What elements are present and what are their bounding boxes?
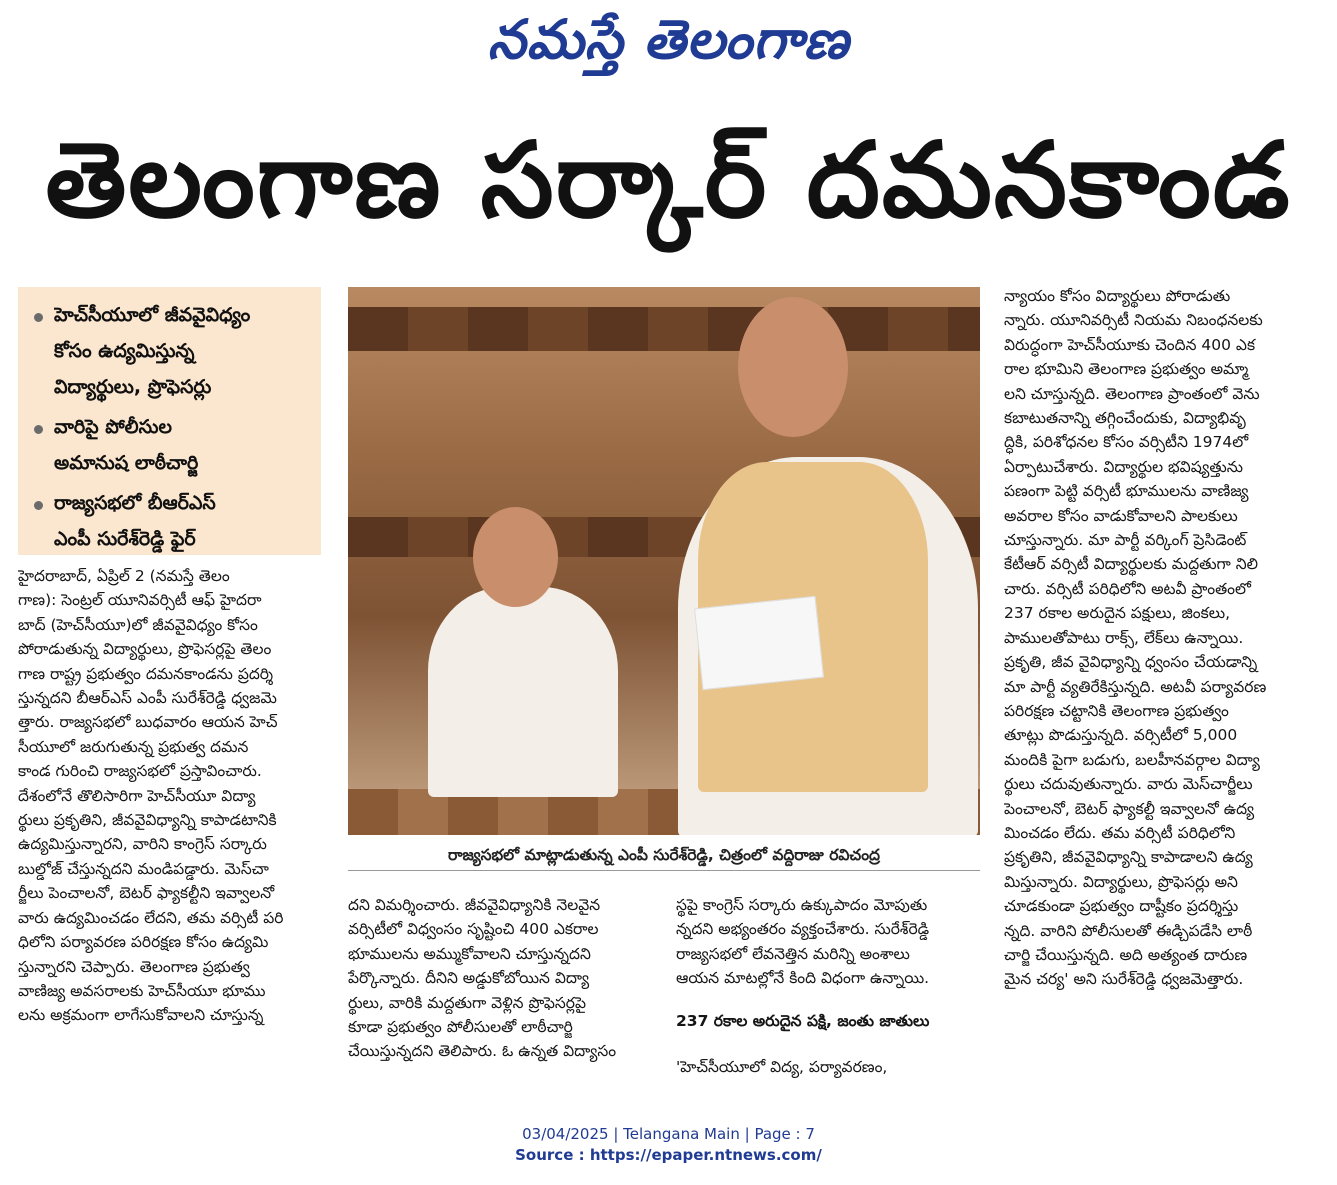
text-line: ద్ధికి, పరిశోధనల కోసం వర్సిటీని 1974లో	[1004, 433, 1249, 452]
text-line: పణంగా పెట్టి వర్సిటీ భూములను వాణిజ్య	[1004, 482, 1249, 501]
text-line: రాల భూమిని తెలంగాణ ప్రభుత్వం అమ్మా	[1004, 360, 1249, 379]
text-line: సీయూలో జరుగుతున్న ప్రభుత్వ దమన	[18, 737, 249, 756]
text-line: చూస్తున్నారు. మా పార్టీ వర్కింగ్ ప్రెసిడెంట్	[1004, 531, 1247, 550]
highlight-line: రాజ్యసభలో బీఆర్‌ఎస్	[54, 492, 216, 514]
article-photo	[348, 287, 980, 835]
text-line: ర్జీలు పెంచాలనో, బెటర్ ఫ్యాకల్టీని ఇవ్వాలనో	[18, 884, 275, 903]
text-line: పోరాడుతున్న విద్యార్థులు, ప్రొఫెసర్లపై తెలం	[18, 640, 272, 659]
text-line: ప్రకృతి, జీవ వైవిధ్యాన్ని ధ్వంసం చేయడాన్ని	[1004, 653, 1258, 672]
text-line: త్తారు. రాజ్యసభలో బుధవారం ఆయన హెచ్‌	[18, 713, 278, 732]
photo-paper	[694, 596, 824, 690]
text-line: చేయిస్తున్నదని తెలిపారు. ఓ ఉన్నత విద్యాసం	[348, 1042, 617, 1061]
highlight-item	[32, 297, 311, 405]
text-line: దేశంలోనే తొలిసారిగా హెచ్‌సీయూ విద్యా	[18, 786, 256, 805]
text-line: లను అక్రమంగా లాగేసుకోవాలని చూస్తున్న	[18, 1006, 264, 1025]
text-line: చూడకుండా ప్రభుత్వం దాష్టీకం ప్రదర్శిస్తు	[1004, 897, 1239, 916]
text-line: పేర్కొన్నారు. దీనిని అడ్డుకోబోయిన విద్యా	[348, 969, 590, 988]
text-line: అవరాల కోసం వాడుకోవాలని పాలకులు	[1004, 506, 1238, 525]
photo-speaker-head	[738, 297, 848, 437]
text-line: విరుద్ధంగా హెచ్‌సీయూకు చెందిన 400 ఎక	[1004, 335, 1256, 354]
text-line: మా పార్టీ వ్యతిరేకిస్తున్నది. అటవీ పర్యావరణ	[1004, 677, 1267, 696]
text-line: హైదరాబాద్, ఏప్రిల్ 2 (నమస్తే తెలం	[18, 567, 230, 585]
footer-date-page: 03/04/2025 | Telangana Main | Page : 7	[522, 1125, 815, 1143]
highlight-line: కోసం ఉద్యమిస్తున్న	[54, 340, 195, 362]
text-line: కబాటుతనాన్ని తగ్గించేందుకు, విద్యాభివృ	[1004, 409, 1246, 428]
bullet-icon	[34, 313, 43, 322]
text-line: ర్థులు ప్రకృతిని, జీవవైవిధ్యాన్ని కాపాడటానికి	[18, 811, 277, 830]
text-line: పెంచాలనో, బెటర్ ఫ్యాకల్టీ ఇవ్వాలనో ఉద్య	[1004, 799, 1255, 818]
highlight-item	[32, 485, 311, 557]
article-subhead: 237 రకాల అరుదైన పక్షి, జంతు జాతులు	[676, 1011, 930, 1030]
text-line: ఏర్పాటుచేశారు. విద్యార్థుల భవిష్యత్తును	[1004, 457, 1244, 476]
text-line: చార్జి చేయిస్తున్నది. అది అత్యంత దారుణ	[1004, 945, 1248, 964]
text-line: కేటీఆర్ వర్సిటీ విద్యార్థులకు మద్దతుగా నిలి	[1004, 555, 1259, 574]
bullet-icon	[34, 501, 43, 510]
text-line: చారు. వర్సిటీ పరిధిలోని అటవీ ప్రాంతంలో	[1004, 579, 1251, 598]
text-line: వర్సిటీలో విధ్వంసం సృష్టించి 400 ఎకరాల	[348, 920, 599, 939]
text-line: భూములను అమ్ముకోవాలని చూస్తున్నదని	[348, 944, 591, 963]
text-line: ర్థులు, వారికి మద్దతుగా వెళ్లిన ప్రొఫెసర్లపై	[348, 993, 586, 1012]
footer-source: Source : https://epaper.ntnews.com/	[515, 1146, 822, 1164]
text-line: పాములతోపాటు రాక్స్, లేక్‌లు ఉన్నాయి.	[1004, 628, 1244, 647]
column-3-bottom	[676, 1055, 976, 1079]
text-line: ప్రకృతిని, జీవవైవిధ్యాన్ని కాపాడాలని ఉద్య	[1004, 848, 1253, 867]
highlight-line: విద్యార్థులు, ప్రొఫెసర్లు	[54, 376, 212, 398]
text-line: బుల్డోజ్ చేస్తున్నదని మండిపడ్డారు. మెస్‌చా	[18, 859, 269, 878]
text-line: మించడం లేదు. తమ వర్సిటీ పరిధిలోని	[1004, 823, 1236, 842]
photo-seated-person	[428, 587, 618, 797]
highlight-line: అమానుష లాఠీచార్జి	[54, 452, 199, 474]
text-line: 237 రకాల అరుదైన పక్షులు, జింకలు,	[1004, 604, 1231, 623]
text-line: పరిరక్షణ చట్టానికి తెలంగాణ ప్రభుత్వం	[1004, 701, 1229, 720]
text-line: లని చూస్తున్నది. తెలంగాణ ప్రాంతంలో వెను	[1004, 384, 1260, 403]
newspaper-masthead: నమస్తే తెలంగాణ	[487, 8, 850, 71]
text-line: గాణ): సెంట్రల్ యూనివర్సిటీ ఆఫ్ హైదరా	[18, 591, 262, 610]
highlight-line: వారిపై పోలీసుల	[54, 416, 172, 438]
text-line: బాద్ (హెచ్‌సీయూ)లో జీవవైవిధ్యం కోసం	[18, 615, 258, 634]
text-line: న్నదని అభ్యంతరం వ్యక్తంచేశారు. సురేశ్‌రెడ్డి	[676, 920, 930, 939]
photo-caption: రాజ్యసభలో మాట్లాడుతున్న ఎంపీ సురేశ్‌రెడ్డి, చిత్రంలో వద్దిరాజు రవిచంద్ర	[348, 840, 980, 871]
text-line: స్థపై కాంగ్రెస్ సర్కారు ఉక్కుపాదం మోపుతు	[676, 896, 928, 914]
text-line: కూడా ప్రభుత్వం పోలీసులతో లాఠీచార్జి	[348, 1018, 573, 1037]
text-line: రాజ్యసభలో లేవనెత్తిన మరిన్ని అంశాలు	[676, 944, 910, 963]
text-line: న్నది. వారిని పోలీసులతో ఈడ్చిపడేసి లాఠీ	[1004, 921, 1253, 940]
text-line: 'హెచ్‌సీయూలో విద్య, పర్యావరణం,	[676, 1058, 888, 1077]
highlight-line: హెచ్‌సీయూలో జీవవైవిధ్యం	[54, 304, 251, 326]
text-line: తూట్లు పొడుస్తున్నది. వర్సిటీలో 5,000	[1004, 726, 1238, 745]
article-column-3	[676, 893, 976, 1079]
text-line: స్తున్నారని చెప్పారు. తెలంగాణ ప్రభుత్వ	[18, 957, 250, 976]
bullet-icon	[34, 425, 43, 434]
text-line: గాణ రాష్ట్ర ప్రభుత్వం దమనకాండను ప్రదర్శి	[18, 664, 274, 683]
text-line: ర్థులు చదువుతున్నారు. వారు మెస్‌చార్జీలు	[1004, 775, 1253, 794]
photo-seated-head	[473, 507, 558, 607]
article-column-4	[1004, 284, 1304, 992]
text-line: న్నారు. యూనివర్సిటీ నియమ నిబంధనలకు	[1004, 311, 1263, 330]
text-line: వారు ఉద్యమించడం లేదని, తమ వర్సిటీ పరి	[18, 908, 284, 927]
text-line: మిస్తున్నారు. విద్యార్థులు, ప్రొఫెసర్లు అని	[1004, 872, 1238, 891]
text-line: వాణిజ్య అవసరాలకు హెచ్‌సీయూ భూము	[18, 981, 266, 1000]
text-line: ఆయన మాటల్లోనే కింది విధంగా ఉన్నాయి.	[676, 969, 930, 988]
article-column-2	[348, 893, 654, 1064]
text-line: మైన చర్య' అని సురేశ్‌రెడ్డి ధ్వజమెత్తారు.	[1004, 970, 1244, 989]
text-line: న్యాయం కోసం విద్యార్థులు పోరాడుతు	[1004, 287, 1231, 305]
text-line: దని విమర్శించారు. జీవవైవిధ్యానికి నెలవైన	[348, 896, 601, 914]
text-line: ఉద్యమిస్తున్నారని, వారిని కాంగ్రెస్ సర్కారు	[18, 835, 267, 854]
highlights-box	[18, 287, 321, 555]
highlight-item	[32, 409, 311, 481]
text-line: మందికి పైగా బడుగు, బలహీనవర్గాల విద్యా	[1004, 750, 1260, 769]
text-line: కాండ గురించి రాజ్యసభలో ప్రస్తావించారు.	[18, 762, 262, 781]
article-column-1	[18, 564, 323, 1028]
text-line: స్తున్నదని బీఆర్‌ఎస్ ఎంపీ సురేశ్‌రెడ్డి ధ్వజమె	[18, 689, 277, 708]
column-3-top	[676, 893, 976, 991]
highlight-line: ఎంపీ సురేశ్‌రెడ్డి ఫైర్	[54, 528, 196, 550]
article-headline: తెలంగాణ సర్కార్ దమనకాండ	[45, 119, 1292, 241]
text-line: ధిలోని పర్యావరణ పరిరక్షణ కోసం ఉద్యమి	[18, 933, 269, 952]
photo-bench-top	[348, 307, 980, 351]
